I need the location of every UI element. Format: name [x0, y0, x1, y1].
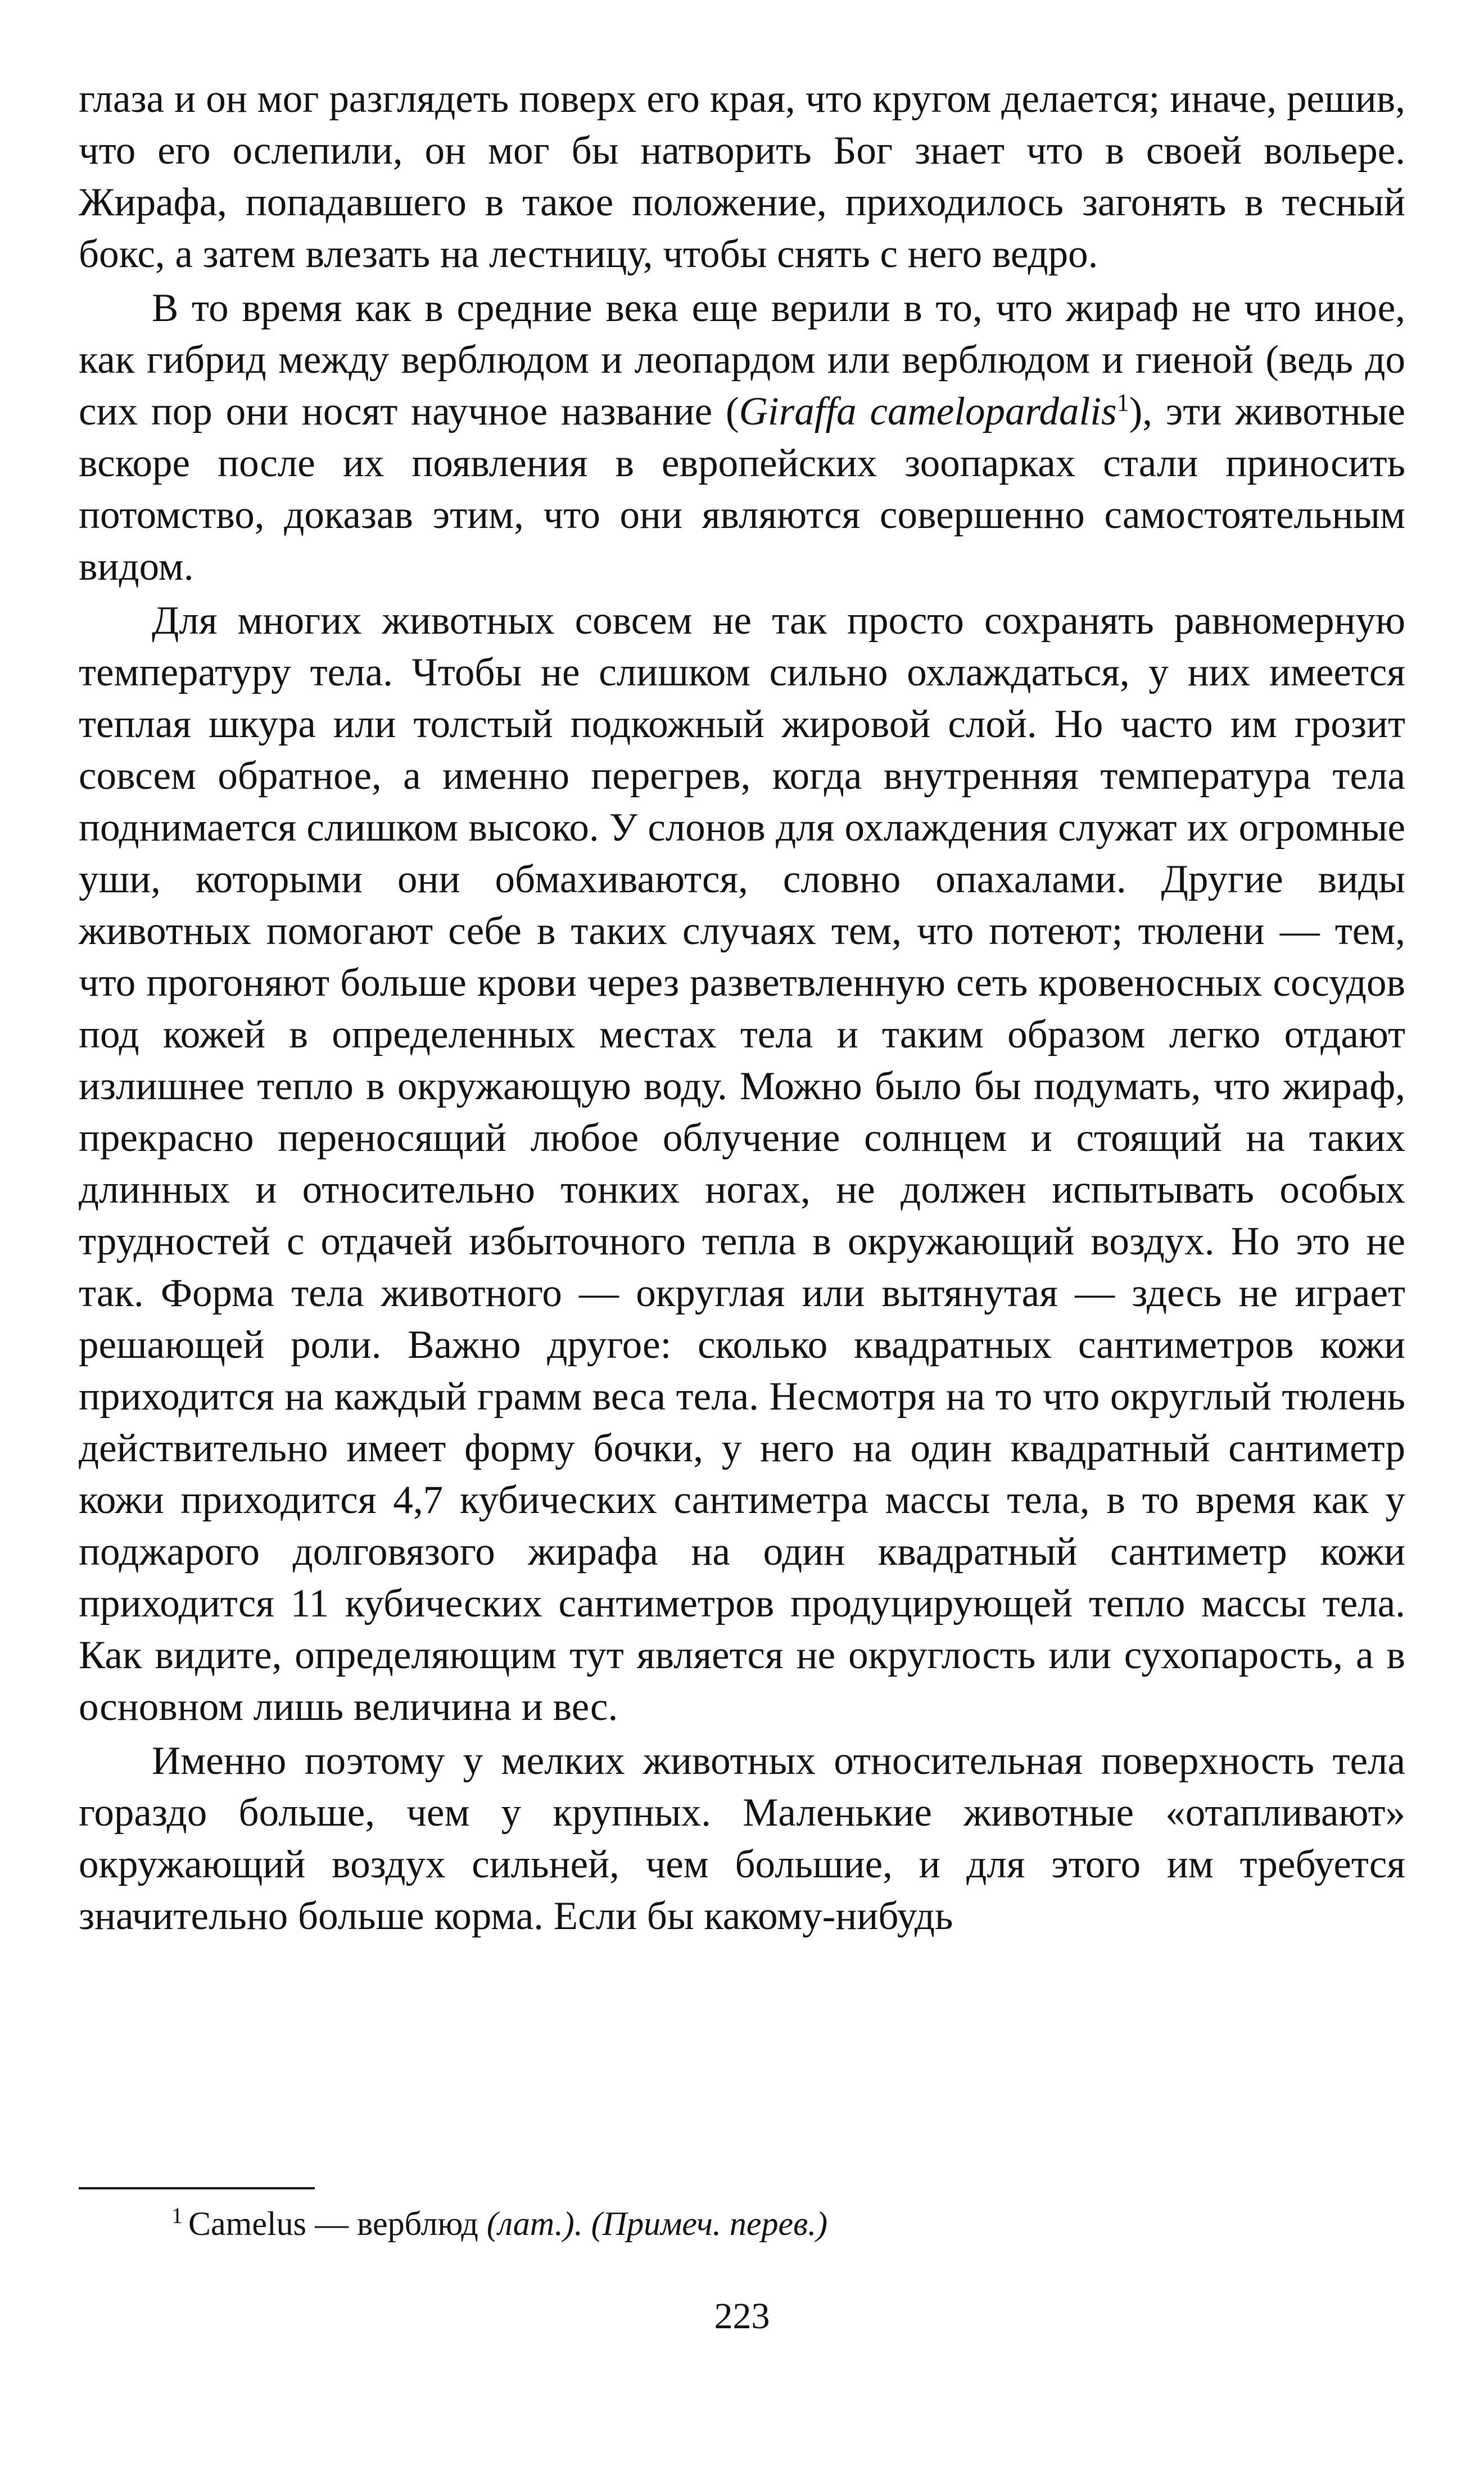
paragraph-2-before: В то время как в средние века еще верили в то, что жираф не что иное, как гибрид между верблюдом и леопардом или верблюдом и гиеной (ведь до сих пор они носят научное название (: [79, 286, 1405, 433]
footnote: [171, 2201, 1352, 2246]
footnote-mark: 1: [171, 2203, 183, 2228]
body-text: [79, 73, 1405, 1942]
latin-name: Giraffa camelopardalis: [739, 390, 1117, 433]
paragraph-2: [79, 282, 1405, 593]
paragraph-3: Для многих животных совсем не так просто сохранять равномерную температуру тела. Чтобы не слишком сильно охлаждаться, у них имеется теплая шкура или толстый подкожный жировой слой. Но часто им грозит совсем обратное, а именно перегрев, когда внутренняя температура тела поднимается слишком высоко. У слонов для охлаждения служат их огромные уши, которыми они обмахиваются, словно опахалами. Другие виды животных помогают себе в таких случаях тем, что потеют; тюлени — тем, что прогоняют больше крови через разветвленную сеть кровеносных сосудов под кожей в определенных местах тела и таким образом легко отдают излишнее тепло в окружающую воду. Можно было бы подумать, что жираф, прекрасно переносящий любое облучение солнцем и стоящий на таких длинных и относительно тонких ногах, не должен испытывать особых трудностей с отдачей избыточного тепла в окружающий воздух. Но это не так. Форма тела животного — округлая или вытянутая — здесь не играет решающей роли. Важно другое: сколько квадратных сантиметров кожи приходится на каждый грамм веса тела. Несмотря на то что округлый тюлень действительно имеет форму бочки, у него на один квадратный сантиметр кожи приходится 4,7 кубических сантиметра массы тела, в то время как у поджарого долговязого жирафа на один квадратный сантиметр кожи приходится 11 кубических сантиметров продуцирующей тепло массы тела. Как видите, определяющим тут является не округлость или сухопарость, а в основном лишь величина и вес.: [79, 599, 1405, 1729]
footnote-note: (лат.). (Примеч. перев.): [486, 2205, 828, 2242]
footnote-reference: 1: [1116, 389, 1129, 417]
paragraph-2-after: ), эти животные вскоре после их появления в европейских зоопарках стали приносить потомство, доказав этим, что они являются совершенно самостоятельным видом.: [79, 390, 1405, 589]
footnote-text: Camelus — верблюд: [188, 2205, 487, 2242]
page-number: 223: [714, 2296, 770, 2337]
paragraph-4: Именно поэтому у мелких животных относительная поверхность тела гораздо больше, чем у крупных. Маленькие животные «отапливают» окружающий воздух сильней, чем большие, и для этого им требуется значительно больше корма. Если бы какому-нибудь: [79, 1739, 1405, 1938]
footnote-divider: [79, 2187, 315, 2189]
paragraph-1: глаза и он мог разглядеть поверх его края, что кругом делается; иначе, решив, что его ослепили, он мог бы натворить Бог знает что в своей вольере. Жирафа, попадавшего в такое положение, приходилось загонять в тесный бокс, а затем влезать на лестницу, чтобы снять с него ведро.: [79, 77, 1405, 276]
